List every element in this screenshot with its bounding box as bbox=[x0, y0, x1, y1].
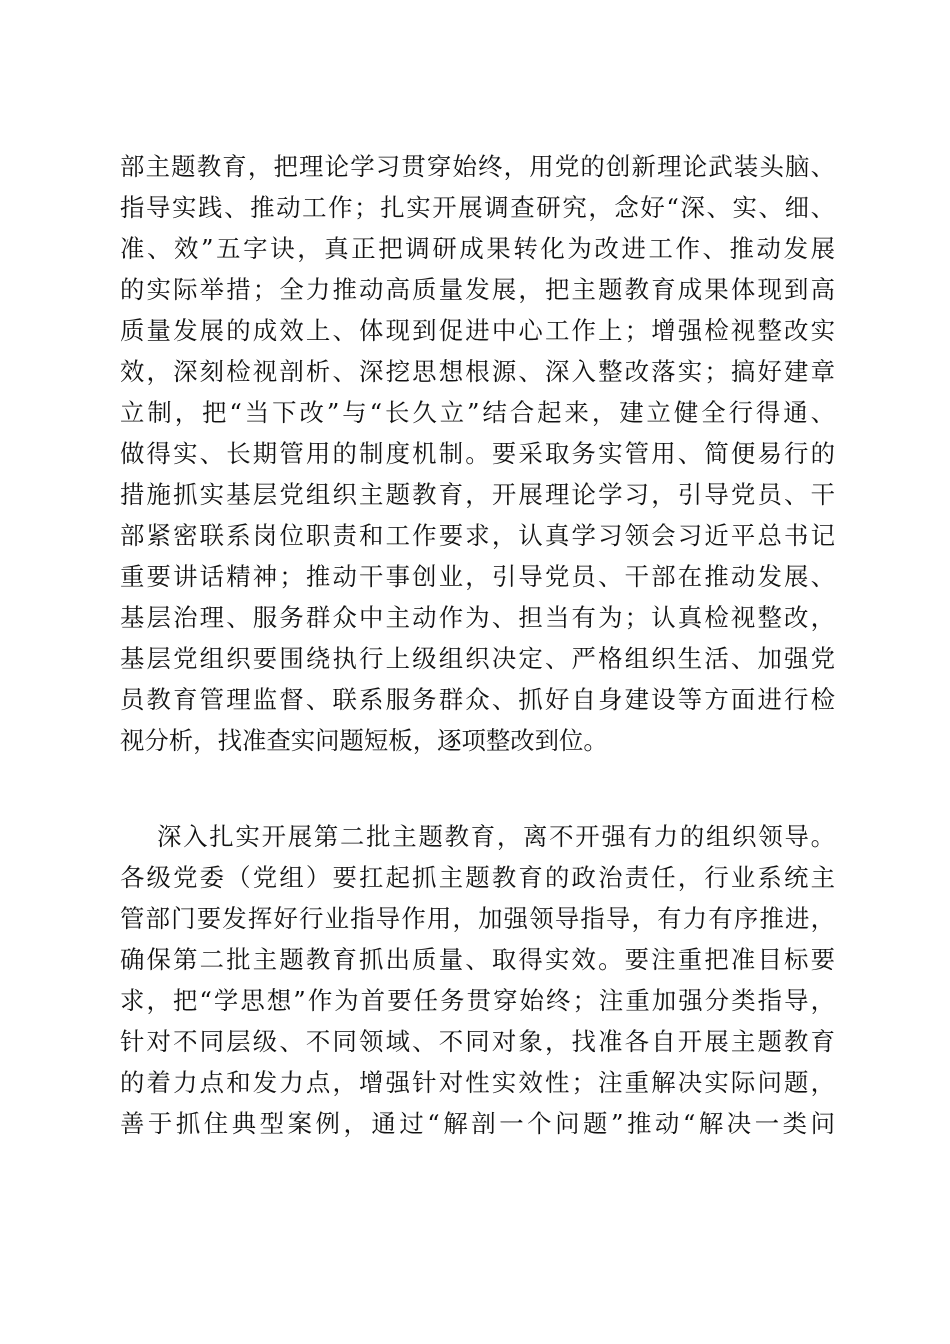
text-line: 效，深刻检视剖析、深挖思想根源、深入整改落实；搞好建章 bbox=[120, 357, 835, 386]
text-line: 部紧密联系岗位职责和工作要求，认真学习领会习近平总书记 bbox=[120, 521, 835, 550]
text-line: 各级党委（党组）要扛起抓主题教育的政治责任，行业系统主 bbox=[120, 863, 835, 892]
text-line: 基层治理、服务群众中主动作为、担当有为；认真检视整改， bbox=[120, 603, 835, 632]
text-line: 针对不同层级、不同领域、不同对象，找准各自开展主题教育 bbox=[120, 1027, 835, 1056]
text-line: 确保第二批主题教育抓出质量、取得实效。要注重把准目标要 bbox=[120, 945, 835, 974]
text-line: 质量发展的成效上、体现到促进中心工作上；增强检视整改实 bbox=[120, 316, 835, 345]
text-line: 基层党组织要围绕执行上级组织决定、严格组织生活、加强党 bbox=[120, 644, 835, 673]
text-line: 的着力点和发力点，增强针对性实效性；注重解决实际问题， bbox=[120, 1068, 835, 1097]
text-line: 部主题教育，把理论学习贯穿始终，用党的创新理论武装头脑、 bbox=[120, 152, 835, 181]
text-line: 的实际举措；全力推动高质量发展，把主题教育成果体现到高 bbox=[120, 275, 835, 304]
paragraph-continued bbox=[120, 146, 835, 761]
text-line: 准、效”五字诀，真正把调研成果转化为改进工作、推动发展 bbox=[120, 234, 835, 263]
text-line: 视分析，找准查实问题短板，逐项整改到位。 bbox=[120, 726, 608, 755]
text-line: 管部门要发挥好行业指导作用，加强领导指导，有力有序推进， bbox=[120, 904, 835, 933]
text-line: 求，把“学思想”作为首要任务贯穿始终；注重加强分类指导， bbox=[120, 986, 835, 1015]
text-line: 做得实、长期管用的制度机制。要采取务实管用、简便易行的 bbox=[120, 439, 835, 468]
text-line: 深入扎实开展第二批主题教育，离不开强有力的组织领导。 bbox=[157, 822, 835, 851]
text-line: 善于抓住典型案例，通过“解剖一个问题”推动“解决一类问 bbox=[120, 1109, 835, 1138]
paragraph-organization-leadership bbox=[120, 816, 835, 1144]
text-line: 员教育管理监督、联系服务群众、抓好自身建设等方面进行检 bbox=[120, 685, 835, 714]
text-line: 措施抓实基层党组织主题教育，开展理论学习，引导党员、干 bbox=[120, 480, 835, 509]
text-line: 立制，把“当下改”与“长久立”结合起来，建立健全行得通、 bbox=[120, 398, 835, 427]
text-line: 指导实践、推动工作；扎实开展调查研究，念好“深、实、细、 bbox=[120, 193, 835, 222]
text-line: 重要讲话精神；推动干事创业，引导党员、干部在推动发展、 bbox=[120, 562, 835, 591]
